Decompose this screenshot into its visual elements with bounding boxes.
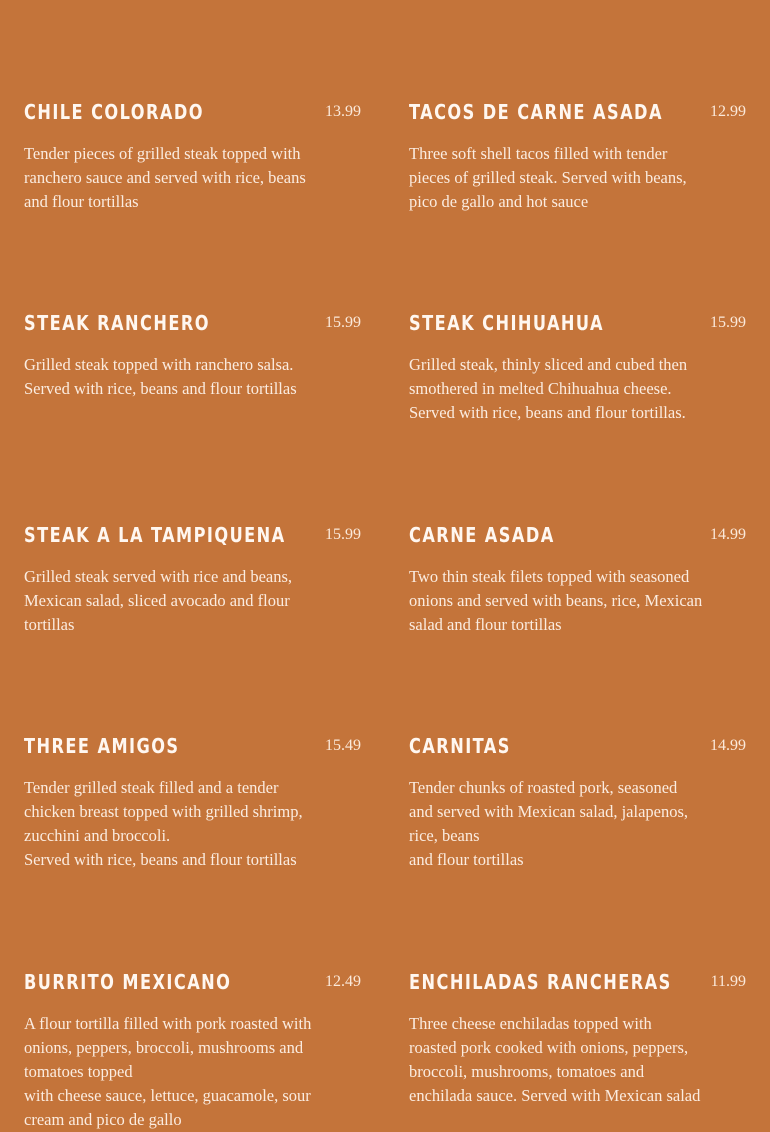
menu-item-name: CARNITAS [409,734,511,758]
menu-item-description: A flour tortilla filled with pork roasted with onions, peppers, broccoli, mushrooms and tomatoes topped with cheese sauce, lettuce, guacamole, sour cream and pico de gallo [24,1014,312,1129]
menu-item-name: ENCHILADAS RANCHERAS [409,970,672,994]
menu-item-description: Three cheese enchiladas topped with roasted pork cooked with onions, peppers, broccoli, mushrooms, tomatoes and enchilada sauce. Served with Mexican salad [409,1014,701,1105]
menu-item-price: 12.49 [325,973,361,990]
menu-item-name: CARNE ASADA [409,523,555,547]
menu-item-description: Grilled steak served with rice and beans, Mexican salad, sliced avocado and flour tortillas [24,567,293,634]
menu-item-description: Grilled steak, thinly sliced and cubed then smothered in melted Chihuahua cheese. Served with rice, beans and flour tortillas. [409,355,688,422]
menu-item-price: 15.49 [325,737,361,754]
menu-item-description: Grilled steak topped with ranchero salsa. Served with rice, beans and flour tortillas [24,355,297,398]
menu-item-name: STEAK RANCHERO [24,311,210,335]
menu-item-price: 13.99 [325,103,361,120]
menu-item-description: Tender chunks of roasted pork, seasoned and served with Mexican salad, jalapenos, rice, beans and flour tortillas [409,778,689,869]
menu-item-price: 14.99 [710,526,746,543]
menu-item-description: Tender pieces of grilled steak topped with ranchero sauce and served with rice, beans and flour tortillas [24,144,306,211]
menu-item-name: TACOS DE CARNE ASADA [409,100,663,124]
menu-item-description: Tender grilled steak filled and a tender chicken breast topped with grilled shrimp, zucchini and broccoli. Served with rice, beans and flour tortillas [24,778,303,869]
menu-item-name: CHILE COLORADO [24,100,204,124]
menu-item-name: THREE AMIGOS [24,734,180,758]
menu-item-price: 14.99 [710,737,746,754]
menu-item-description: Two thin steak filets topped with seasoned onions and served with beans, rice, Mexican salad and flour tortillas [409,567,703,634]
menu-item-price: 12.99 [710,103,746,120]
menu-item-name: STEAK A LA TAMPIQUENA [24,523,286,547]
menu-item-price: 15.99 [325,314,361,331]
menu-item-price: 15.99 [710,314,746,331]
menu-item-price: 11.99 [710,973,746,990]
menu-item-description: Three soft shell tacos filled with tender pieces of grilled steak. Served with beans, pico de gallo and hot sauce [409,144,687,211]
menu-item-name: BURRITO MEXICANO [24,970,232,994]
menu-item-name: STEAK CHIHUAHUA [409,311,604,335]
menu-item-price: 15.99 [325,526,361,543]
